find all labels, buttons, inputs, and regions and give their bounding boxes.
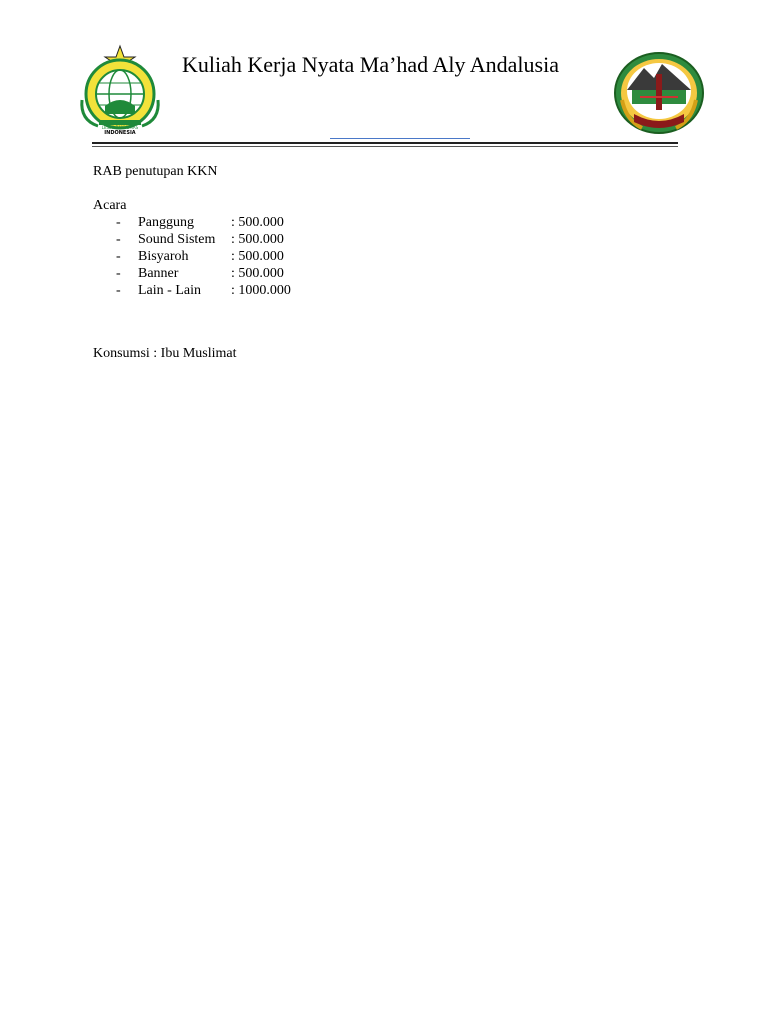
- document-heading: RAB penutupan KKN: [93, 164, 218, 179]
- list-bullet: -: [116, 283, 121, 298]
- item-value: : 500.000: [231, 266, 284, 281]
- item-value: : 500.000: [231, 215, 284, 230]
- item-value: : 500.000: [231, 232, 284, 247]
- list-item: [93, 265, 291, 282]
- document-body: [93, 163, 291, 362]
- right-logo: [612, 50, 706, 136]
- header-link-underline: [330, 138, 470, 139]
- list-bullet: -: [116, 215, 121, 230]
- list-item: [93, 282, 291, 299]
- list-item: [93, 231, 291, 248]
- item-name: Banner: [138, 266, 179, 281]
- budget-list: [93, 214, 291, 299]
- left-logo-country: INDONESIA: [104, 130, 136, 136]
- regency-seal-icon: [612, 50, 706, 136]
- left-logo-location: LESER BANYUMAS: [101, 125, 139, 130]
- left-logo: [72, 44, 168, 136]
- header-divider-thin: [92, 146, 678, 147]
- item-name: Panggung: [138, 215, 194, 230]
- list-bullet: -: [116, 249, 121, 264]
- section-title: Acara: [93, 198, 127, 213]
- list-bullet: -: [116, 232, 121, 247]
- page-title: Kuliah Kerja Nyata Ma’had Aly Andalusia: [182, 52, 559, 77]
- globe-emblem-icon: [72, 44, 168, 136]
- item-value: : 500.000: [231, 249, 284, 264]
- item-name: Sound Sistem: [138, 232, 216, 247]
- item-name: Bisyaroh: [138, 249, 189, 264]
- item-value: : 1000.000: [231, 283, 291, 298]
- consumption-line: Konsumsi : Ibu Muslimat: [93, 346, 237, 361]
- list-item: [93, 248, 291, 265]
- spacer: [93, 180, 291, 197]
- spacer: [93, 299, 291, 345]
- list-bullet: -: [116, 266, 121, 281]
- header-divider: [92, 142, 678, 144]
- item-name: Lain - Lain: [138, 283, 201, 298]
- list-item: [93, 214, 291, 231]
